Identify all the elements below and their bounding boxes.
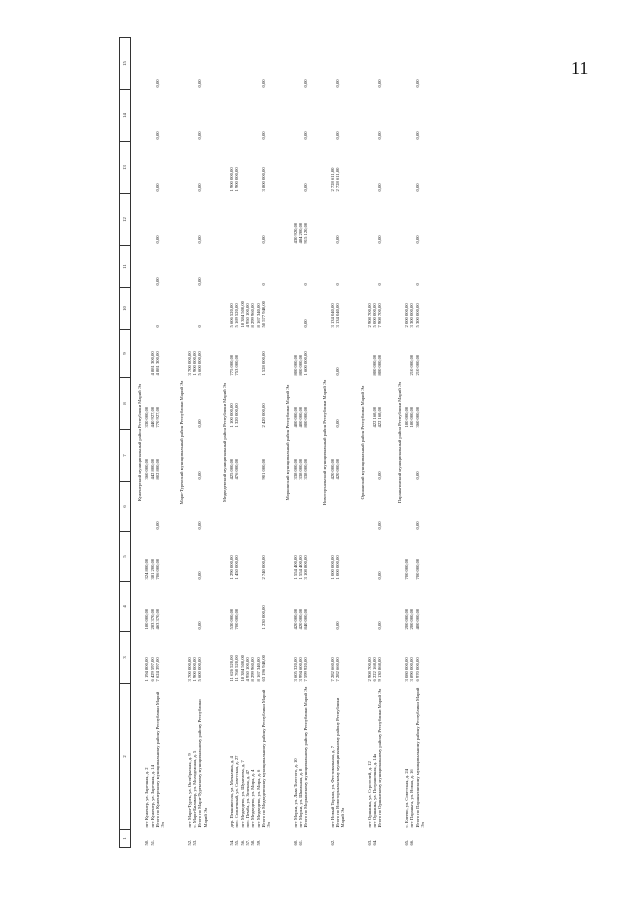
amount-cell: 0,00: [154, 235, 160, 244]
address-cell: пгт Медведево, ул. Мира, д. 6: [255, 769, 261, 828]
amount-cell: 11 626 520,00: [229, 655, 235, 682]
amount-cell: 0: [197, 325, 203, 328]
row-number: 54.: [229, 839, 235, 846]
row-number: [377, 830, 390, 848]
amount-cell: 1 230 000,00: [260, 605, 266, 630]
column-header: 3: [120, 632, 131, 684]
amount-cell: 0,00: [414, 235, 420, 244]
address-cell: Итого по Куженерскому муниципальному району Республики Марий Эл: [154, 691, 166, 828]
amount-cell: 770 927,00: [154, 406, 160, 428]
amount-cell: 3 108 800,00: [303, 555, 309, 580]
row-number: 56.: [239, 839, 245, 846]
amount-cell: 8 167 340,00: [255, 303, 261, 328]
amount-cell: 530 000,00: [229, 608, 235, 630]
row-number: 65.: [404, 839, 409, 846]
amount-cell: 0,00: [197, 571, 203, 580]
section-header-row: [173, 38, 186, 848]
row-number: [335, 830, 354, 848]
amount-cell: 210 000,00: [414, 354, 420, 376]
amount-cell: 8 167 340,00: [255, 657, 261, 682]
amount-cell: 0,00: [260, 79, 266, 88]
amount-cell: 440 927,00: [149, 406, 155, 428]
amount-cell: 0,00: [197, 277, 203, 286]
row-number: 59.: [255, 839, 261, 846]
row-number: [197, 830, 216, 848]
amount-cell: 0,00: [335, 621, 341, 630]
column-header: 8: [120, 378, 131, 430]
amount-cell: 0,00: [197, 471, 203, 480]
row-number: 66.: [409, 839, 415, 846]
amount-cell: 8 299 960,00: [250, 303, 256, 328]
section-title: Параньгинский муниципальный район Республики Марий Эл: [396, 381, 402, 504]
address-cell: пос. Солнечный, ул. Советская, д. 27: [234, 755, 240, 828]
amount-cell: 0,00: [414, 79, 420, 88]
row-number: [261, 830, 280, 848]
amount-cell: 360 000,00: [144, 458, 150, 480]
amount-cell: 422 168,00: [372, 406, 378, 428]
total-row: [335, 38, 354, 848]
rotated-table-wrapper: [119, 38, 634, 848]
amount-cell: 0,00: [414, 521, 420, 530]
amount-cell: 0,00: [335, 131, 341, 140]
amount-cell: 3 700 000,00: [186, 351, 192, 376]
column-header: 13: [120, 142, 131, 194]
amount-cell: 8 299 960,00: [250, 657, 256, 682]
amount-cell: 420 000,00: [329, 458, 335, 480]
address-cell: Итого по Мари-Турекскому муниципальному району Республики Марий Эл: [197, 699, 208, 828]
amount-cell: 1 000 000,00: [329, 555, 335, 580]
address-cell: пгт Новый Торъял, ул. Фестивальная, д. 7: [329, 746, 335, 828]
amount-cell: 3 080 000,00: [404, 657, 409, 682]
amount-cell: 6 222 168,00: [372, 657, 378, 682]
total-row: [197, 38, 216, 848]
amount-cell: 2 740 000,00: [260, 555, 266, 580]
amount-cell: 0,00: [197, 183, 203, 192]
amount-cell: 1 528 000,00: [260, 351, 266, 376]
amount-cell: 0,00: [335, 79, 341, 88]
amount-cell: 63 196 940,00: [260, 655, 266, 682]
address-cell: пгт Медведево, ул. Шумелева, д. 7: [239, 760, 245, 828]
section-header-row: [216, 38, 229, 848]
amount-cell: 7 282 660,00: [335, 657, 341, 682]
total-row: [261, 38, 280, 848]
section-title: Мари-Турекский муниципальный район Республики Марий Эл: [179, 380, 185, 505]
address-cell: Итого по Оршанскому муниципальному району Республики Марий Эл: [377, 688, 383, 828]
amount-cell: 400 000,00: [292, 406, 298, 428]
amount-cell: 0,00: [303, 183, 309, 192]
amount-cell: 840 000,00: [303, 608, 309, 630]
column-header: 6: [120, 482, 131, 532]
column-header: 2: [120, 684, 131, 830]
amount-cell: 3 890 000,00: [409, 657, 415, 682]
amount-cell: 0,00: [377, 183, 383, 192]
amount-cell: 0,00: [303, 319, 309, 328]
amount-cell: 2 728 611,00: [329, 167, 335, 192]
amount-cell: 330 000,00: [144, 406, 150, 428]
column-header: 1: [120, 830, 131, 848]
amount-cell: 1 450 000,00: [234, 555, 240, 580]
amount-cell: 400 000,00: [297, 406, 303, 428]
amount-cell: 0: [414, 283, 420, 286]
amount-cell: 200 000,00: [409, 608, 415, 630]
section-header-row: [391, 38, 404, 848]
amount-cell: 700 000,00: [404, 558, 409, 580]
amount-cell: 0,00: [154, 183, 160, 192]
column-header: 14: [120, 90, 131, 142]
amount-cell: 700 000,00: [234, 608, 240, 630]
amount-cell: 0: [377, 283, 383, 286]
amount-cell: 3 134 040,00: [335, 303, 341, 328]
address-cell: пгт Морки, ул. Школьная, д. 8: [297, 768, 303, 828]
column-header: 7: [120, 430, 131, 482]
amount-cell: 5 169 520,00: [234, 303, 240, 328]
amount-cell: 3 605 320,00: [292, 657, 298, 682]
amount-cell: 0,00: [197, 131, 203, 140]
section-title: Куженерский муниципальный район Республики Марий Эл: [137, 384, 142, 501]
amount-cell: 1 900 000,00: [191, 351, 197, 376]
column-header: 5: [120, 532, 131, 582]
column-header: 12: [120, 194, 131, 246]
total-row: [303, 38, 316, 848]
column-header: 9: [120, 330, 131, 378]
amount-cell: 420 000,00: [335, 458, 341, 480]
amount-cell: 338 000,00: [297, 458, 303, 480]
amount-cell: 2 000 000,00: [404, 303, 409, 328]
address-cell: Итого по Моркинскому муниципальному району Республики Марий Эл: [303, 686, 309, 828]
amount-cell: 4 881 300,00: [149, 351, 155, 376]
amount-cell: 180 000,00: [409, 406, 415, 428]
amount-cell: 476 000,00: [234, 458, 240, 480]
section-header-row: [354, 38, 367, 848]
amount-cell: 18 384 500,00: [239, 301, 245, 328]
row-number: 57.: [244, 839, 250, 846]
amount-cell: 484 200,00: [297, 222, 303, 244]
row-number: 64.: [372, 839, 378, 846]
amount-cell: 3 134 040,00: [329, 303, 335, 328]
section-header-row: [279, 38, 292, 848]
amount-cell: 802 800,00: [154, 458, 160, 480]
amount-cell: 1 554 400,00: [297, 555, 303, 580]
amount-cell: 5 600 000,00: [197, 657, 203, 682]
amount-cell: 1 554 400,00: [292, 555, 298, 580]
amount-cell: 4 950 100,00: [244, 657, 250, 682]
amount-cell: 1 900 000,00: [234, 167, 240, 192]
address-cell: Итого по Медведевскому муниципальному району Республики Марий Эл: [260, 689, 272, 828]
row-number: 52.: [186, 839, 192, 846]
section-header-row: [131, 38, 145, 848]
amount-cell: 210 000,00: [409, 354, 415, 376]
amount-cell: 0,00: [377, 79, 383, 88]
amount-cell: 5 606 520,00: [229, 303, 235, 328]
amount-cell: 0,00: [377, 571, 383, 580]
address-cell: с. Елеево, ул. Советская, д. 24: [404, 769, 409, 828]
address-cell: Итого по Параньгинскому муниципальному району Республики Марий Эл: [414, 687, 425, 828]
amount-cell: 1 000 000,00: [335, 555, 341, 580]
amount-cell: 800 000,00: [292, 354, 298, 376]
amount-cell: 50 577 940,00: [260, 301, 266, 328]
address-cell: пгт Оршанка, ул. Стротелей, д. 12: [366, 761, 372, 828]
amount-cell: 6 970 000,00: [414, 657, 420, 682]
amount-cell: 0,00: [154, 131, 160, 140]
amount-cell: 360 000,00: [414, 406, 420, 428]
amount-cell: 0,00: [197, 235, 203, 244]
total-row: [155, 38, 174, 848]
amount-cell: 4 881 300,00: [154, 351, 160, 376]
total-row: [415, 38, 434, 848]
section-title: Моркинский муниципальный район Республики Марий Эл: [285, 384, 291, 501]
amount-cell: 180 000,00: [144, 608, 150, 630]
amount-cell: 2 420 000,00: [260, 403, 266, 428]
amount-cell: 1 320 000,00: [234, 403, 240, 428]
address-cell: с. Мари-Билямор, ул. Молодежная, д. 5: [191, 750, 197, 828]
amount-cell: 0,00: [154, 277, 160, 286]
amount-cell: 18 384 500,00: [239, 655, 245, 682]
amount-cell: 4 950 100,00: [244, 303, 250, 328]
amount-cell: 5 300 000,00: [414, 303, 420, 328]
amount-cell: 0,00: [377, 471, 383, 480]
amount-cell: 0,00: [377, 235, 383, 244]
row-number: 58.: [250, 839, 256, 846]
amount-cell: 901 000,00: [260, 458, 266, 480]
amount-cell: 3 700 000,00: [186, 657, 192, 682]
section-title: Медведевский муниципальный район Республики Марий Эл: [221, 382, 227, 503]
amount-cell: 1 600 000,00: [303, 351, 309, 376]
amount-cell: 0: [154, 325, 160, 328]
amount-cell: 753 000,00: [234, 354, 240, 376]
column-number-header: [120, 38, 131, 848]
section-title: Оршанский муниципальный район Республики Марий Эл: [359, 385, 365, 500]
amount-cell: 775 000,00: [229, 354, 235, 376]
amount-cell: 400 000,00: [414, 608, 420, 630]
row-number: 51.: [149, 839, 155, 846]
amount-cell: 0,00: [260, 131, 266, 140]
address-cell: пгт Оршанка, ул. Пограничная, д. 14а: [372, 753, 378, 828]
amount-cell: 0: [260, 283, 266, 286]
amount-cell: [303, 482, 316, 532]
amount-cell: 0,00: [377, 521, 383, 530]
amount-cell: 2 908 700,00: [366, 657, 372, 682]
column-header: 10: [120, 288, 131, 330]
row-number: 62.: [329, 839, 335, 846]
amount-cell: 0,00: [414, 183, 420, 192]
amount-cell: 0,00: [335, 235, 341, 244]
address-cell: пос. Пемба, ул. Зеленая, д. 47: [244, 769, 250, 828]
column-header: 4: [120, 582, 131, 632]
amount-cell: 381 200,00: [149, 558, 155, 580]
amount-cell: 706 000,00: [154, 558, 160, 580]
amount-cell: 442 800,00: [149, 458, 155, 480]
amount-cell: 800 000,00: [297, 354, 303, 376]
amount-cell: 1 290 000,00: [229, 555, 235, 580]
amount-cell: 800 000,00: [372, 354, 378, 376]
amount-cell: 338 000,00: [303, 458, 309, 480]
amount-cell: 800 000,00: [377, 354, 383, 376]
amount-cell: 200 000,00: [404, 608, 409, 630]
amount-cell: 0,00: [197, 521, 203, 530]
row-number: 53.: [191, 839, 197, 846]
amount-cell: 283 370,00: [149, 608, 155, 630]
amount-cell: 420 000,00: [292, 608, 298, 630]
amount-cell: 6 429 597,00: [149, 657, 155, 682]
amount-cell: 0,00: [197, 79, 203, 88]
amount-cell: 0,00: [414, 471, 420, 480]
amount-cell: 0,00: [154, 521, 160, 530]
address-cell: пгт Медведево, ул. Мира, д. 4: [250, 769, 256, 828]
amount-cell: 0,00: [303, 131, 309, 140]
row-number: [303, 830, 316, 848]
amount-cell: 0,00: [197, 621, 203, 630]
amount-cell: 11 768 520,00: [234, 655, 240, 682]
total-row: [377, 38, 390, 848]
column-header: 15: [120, 38, 131, 90]
amount-cell: 9 130 868,00: [377, 657, 383, 682]
amount-cell: 3 800 000,00: [260, 167, 266, 192]
address-cell: пгт Мари-Турек, ул. Октябрьская, д. 9: [186, 753, 192, 828]
row-number: 60.: [292, 839, 298, 846]
amount-cell: 0,00: [414, 131, 420, 140]
row-number: 55.: [234, 839, 240, 846]
amount-cell: 0,00: [197, 419, 203, 428]
amount-cell: 915 120,00: [303, 222, 309, 244]
row-number: [415, 830, 434, 848]
amount-cell: 430 920,00: [292, 222, 298, 244]
amount-cell: 425 000,00: [229, 458, 235, 480]
amount-cell: 5 000 000,00: [372, 303, 378, 328]
amount-cell: 1 100 000,00: [229, 403, 235, 428]
amount-cell: 3 994 600,00: [297, 657, 303, 682]
amount-cell: 700 000,00: [414, 558, 420, 580]
section-header-row: [316, 38, 329, 848]
amount-cell: 463 370,00: [154, 608, 160, 630]
amount-cell: 0,00: [377, 621, 383, 630]
amount-cell: 1 194 800,00: [144, 657, 150, 682]
amount-cell: 422 168,00: [377, 406, 383, 428]
page-number: 11: [571, 58, 589, 78]
amount-cell: 2 728 611,00: [335, 167, 341, 192]
amount-cell: 420 000,00: [297, 608, 303, 630]
amount-cell: [335, 482, 354, 532]
amount-cell: 800 000,00: [303, 406, 309, 428]
budget-table: [119, 37, 433, 848]
amount-cell: 0,00: [303, 79, 309, 88]
amount-cell: 180 000,00: [404, 406, 409, 428]
address-cell: Итого по Новоторъяльскому муниципальному району Республики Марий Эл: [335, 697, 346, 828]
column-header: 11: [120, 246, 131, 288]
address-cell: пгт Куженер, ул. Заречная, д. 2: [144, 767, 150, 828]
amount-cell: 2 908 700,00: [366, 303, 372, 328]
row-number: [155, 830, 174, 848]
section-title: Новоторъяльский муниципальный район Республики Марий Эл: [322, 379, 328, 506]
amount-cell: 1 900 000,00: [229, 167, 235, 192]
amount-cell: 7 624 397,00: [154, 657, 160, 682]
row-number: 61.: [297, 839, 303, 846]
address-cell: пгт Морки, ул. Льва Толстого, д. 10: [292, 758, 298, 828]
amount-cell: 338 000,00: [292, 458, 298, 480]
amount-cell: 0,00: [377, 131, 383, 140]
address-cell: пгт Куженер, ул. Заречная, д. 14: [149, 765, 155, 828]
row-number: 50.: [144, 839, 150, 846]
table-body: [131, 38, 434, 848]
amount-cell: 7 908 700,00: [377, 303, 383, 328]
amount-cell: [261, 482, 280, 532]
amount-cell: 0,00: [335, 419, 341, 428]
amount-cell: 0: [335, 283, 341, 286]
amount-cell: 324 800,00: [144, 558, 150, 580]
row-number: 63.: [366, 839, 372, 846]
amount-cell: 0,00: [260, 235, 266, 244]
address-cell: дер. Пекшиксола, ул. Мочалина, д. 4: [229, 756, 235, 828]
amount-cell: 7 282 660,00: [329, 657, 335, 682]
address-cell: пгт Параньга, ул. Новая, д. 16: [409, 769, 415, 828]
amount-cell: 0: [303, 283, 309, 286]
amount-cell: 0,00: [154, 79, 160, 88]
amount-cell: 3 300 000,00: [409, 303, 415, 328]
amount-cell: 0,00: [335, 367, 341, 376]
amount-cell: 7 599 920,00: [303, 657, 309, 682]
amount-cell: 1 900 000,00: [191, 657, 197, 682]
amount-cell: 5 600 000,00: [197, 351, 203, 376]
